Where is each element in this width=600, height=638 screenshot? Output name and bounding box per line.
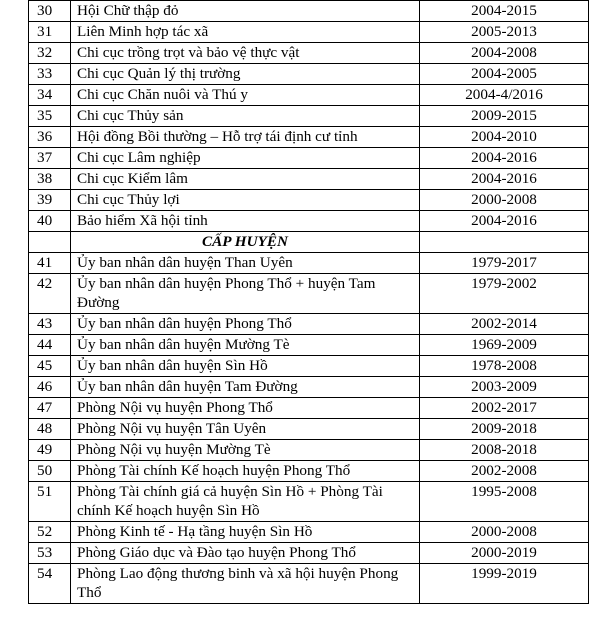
table-row bbox=[29, 85, 589, 106]
table-row bbox=[29, 1, 589, 22]
unit-name: Liên Minh hợp tác xã bbox=[71, 22, 420, 43]
row-number: 53 bbox=[29, 543, 71, 564]
year-range: 2004-2016 bbox=[420, 211, 589, 232]
unit-name: Phòng Nội vụ huyện Phong Thổ bbox=[71, 398, 420, 419]
unit-name: Ủy ban nhân dân huyện Mường Tè bbox=[71, 335, 420, 356]
unit-name: Chi cục Thủy sản bbox=[71, 106, 420, 127]
table-row bbox=[29, 274, 589, 314]
table-row bbox=[29, 335, 589, 356]
table-row bbox=[29, 190, 589, 211]
year-range: 1979-2002 bbox=[420, 274, 589, 314]
table-row bbox=[29, 22, 589, 43]
year-range: 2002-2008 bbox=[420, 461, 589, 482]
year-range: 2003-2009 bbox=[420, 377, 589, 398]
unit-name: Phòng Nội vụ huyện Tân Uyên bbox=[71, 419, 420, 440]
section-row bbox=[29, 232, 589, 253]
year-range: 2009-2018 bbox=[420, 419, 589, 440]
row-number: 41 bbox=[29, 253, 71, 274]
row-number: 34 bbox=[29, 85, 71, 106]
table-row bbox=[29, 127, 589, 148]
unit-name: Chi cục trồng trọt và bảo vệ thực vật bbox=[71, 43, 420, 64]
year-range: 2002-2014 bbox=[420, 314, 589, 335]
year-range: 2008-2018 bbox=[420, 440, 589, 461]
unit-name: Phòng Tài chính Kế hoạch huyện Phong Thổ bbox=[71, 461, 420, 482]
row-number: 49 bbox=[29, 440, 71, 461]
row-number: 36 bbox=[29, 127, 71, 148]
row-number: 42 bbox=[29, 274, 71, 314]
row-number: 35 bbox=[29, 106, 71, 127]
row-number: 45 bbox=[29, 356, 71, 377]
section-title: CẤP HUYỆN bbox=[71, 232, 420, 253]
unit-name: Chi cục Chăn nuôi và Thú y bbox=[71, 85, 420, 106]
row-number: 51 bbox=[29, 482, 71, 522]
year-range: 2000-2019 bbox=[420, 543, 589, 564]
year-range: 2004-4/2016 bbox=[420, 85, 589, 106]
row-number: 33 bbox=[29, 64, 71, 85]
table-row bbox=[29, 377, 589, 398]
year-range: 2004-2016 bbox=[420, 148, 589, 169]
row-number: 52 bbox=[29, 522, 71, 543]
year-range: 2004-2016 bbox=[420, 169, 589, 190]
year-range: 1978-2008 bbox=[420, 356, 589, 377]
year-range: 2004-2010 bbox=[420, 127, 589, 148]
table-row bbox=[29, 253, 589, 274]
year-range: 1969-2009 bbox=[420, 335, 589, 356]
year-range: 2002-2017 bbox=[420, 398, 589, 419]
unit-name: Chi cục Thủy lợi bbox=[71, 190, 420, 211]
table-row bbox=[29, 314, 589, 335]
table-row bbox=[29, 64, 589, 85]
unit-name: Ủy ban nhân dân huyện Phong Thổ + huyện Tam Đường bbox=[71, 274, 420, 314]
unit-name: Ủy ban nhân dân huyện Sìn Hồ bbox=[71, 356, 420, 377]
year-range: 2000-2008 bbox=[420, 190, 589, 211]
year-range: 2005-2013 bbox=[420, 22, 589, 43]
row-number: 37 bbox=[29, 148, 71, 169]
unit-name: Hội Chữ thập đỏ bbox=[71, 1, 420, 22]
unit-name: Chi cục Lâm nghiệp bbox=[71, 148, 420, 169]
year-range: 2000-2008 bbox=[420, 522, 589, 543]
row-number: 30 bbox=[29, 1, 71, 22]
table-row bbox=[29, 419, 589, 440]
table-row bbox=[29, 482, 589, 522]
year-range: 2004-2005 bbox=[420, 64, 589, 85]
unit-name: Phòng Giáo dục và Đào tạo huyện Phong Thổ bbox=[71, 543, 420, 564]
year-range: 2004-2008 bbox=[420, 43, 589, 64]
row-number: 54 bbox=[29, 564, 71, 604]
unit-name: Chi cục Quản lý thị trường bbox=[71, 64, 420, 85]
unit-name: Hội đồng Bồi thường – Hỗ trợ tái định cư tỉnh bbox=[71, 127, 420, 148]
year-range: 2009-2015 bbox=[420, 106, 589, 127]
year-range: 1979-2017 bbox=[420, 253, 589, 274]
row-number: 44 bbox=[29, 335, 71, 356]
table-row bbox=[29, 148, 589, 169]
table-row bbox=[29, 564, 589, 604]
unit-name: Phòng Tài chính giá cả huyện Sìn Hồ + Phòng Tài chính Kế hoạch huyện Sìn Hồ bbox=[71, 482, 420, 522]
section-empty-cell bbox=[420, 232, 589, 253]
row-number: 46 bbox=[29, 377, 71, 398]
table-row bbox=[29, 398, 589, 419]
unit-name: Chi cục Kiểm lâm bbox=[71, 169, 420, 190]
unit-name: Phòng Kinh tế - Hạ tầng huyện Sìn Hồ bbox=[71, 522, 420, 543]
table-row bbox=[29, 106, 589, 127]
unit-name: Phòng Nội vụ huyện Mường Tè bbox=[71, 440, 420, 461]
unit-name: Ủy ban nhân dân huyện Tam Đường bbox=[71, 377, 420, 398]
table-row bbox=[29, 169, 589, 190]
row-number: 38 bbox=[29, 169, 71, 190]
unit-name: Phòng Lao động thương binh và xã hội huyện Phong Thổ bbox=[71, 564, 420, 604]
year-range: 1999-2019 bbox=[420, 564, 589, 604]
row-number: 40 bbox=[29, 211, 71, 232]
row-number: 43 bbox=[29, 314, 71, 335]
unit-name: Ủy ban nhân dân huyện Phong Thổ bbox=[71, 314, 420, 335]
row-number: 47 bbox=[29, 398, 71, 419]
row-number: 32 bbox=[29, 43, 71, 64]
table-row bbox=[29, 543, 589, 564]
table-row bbox=[29, 461, 589, 482]
row-number: 31 bbox=[29, 22, 71, 43]
unit-name: Ủy ban nhân dân huyện Than Uyên bbox=[71, 253, 420, 274]
table-row bbox=[29, 440, 589, 461]
table-row bbox=[29, 522, 589, 543]
table-row bbox=[29, 43, 589, 64]
year-range: 1995-2008 bbox=[420, 482, 589, 522]
row-number: 39 bbox=[29, 190, 71, 211]
row-number: 48 bbox=[29, 419, 71, 440]
section-empty-cell bbox=[29, 232, 71, 253]
row-number: 50 bbox=[29, 461, 71, 482]
table-row bbox=[29, 356, 589, 377]
table-row bbox=[29, 211, 589, 232]
unit-name: Bảo hiểm Xã hội tỉnh bbox=[71, 211, 420, 232]
records-table-body bbox=[29, 1, 589, 604]
records-table bbox=[28, 0, 589, 604]
year-range: 2004-2015 bbox=[420, 1, 589, 22]
